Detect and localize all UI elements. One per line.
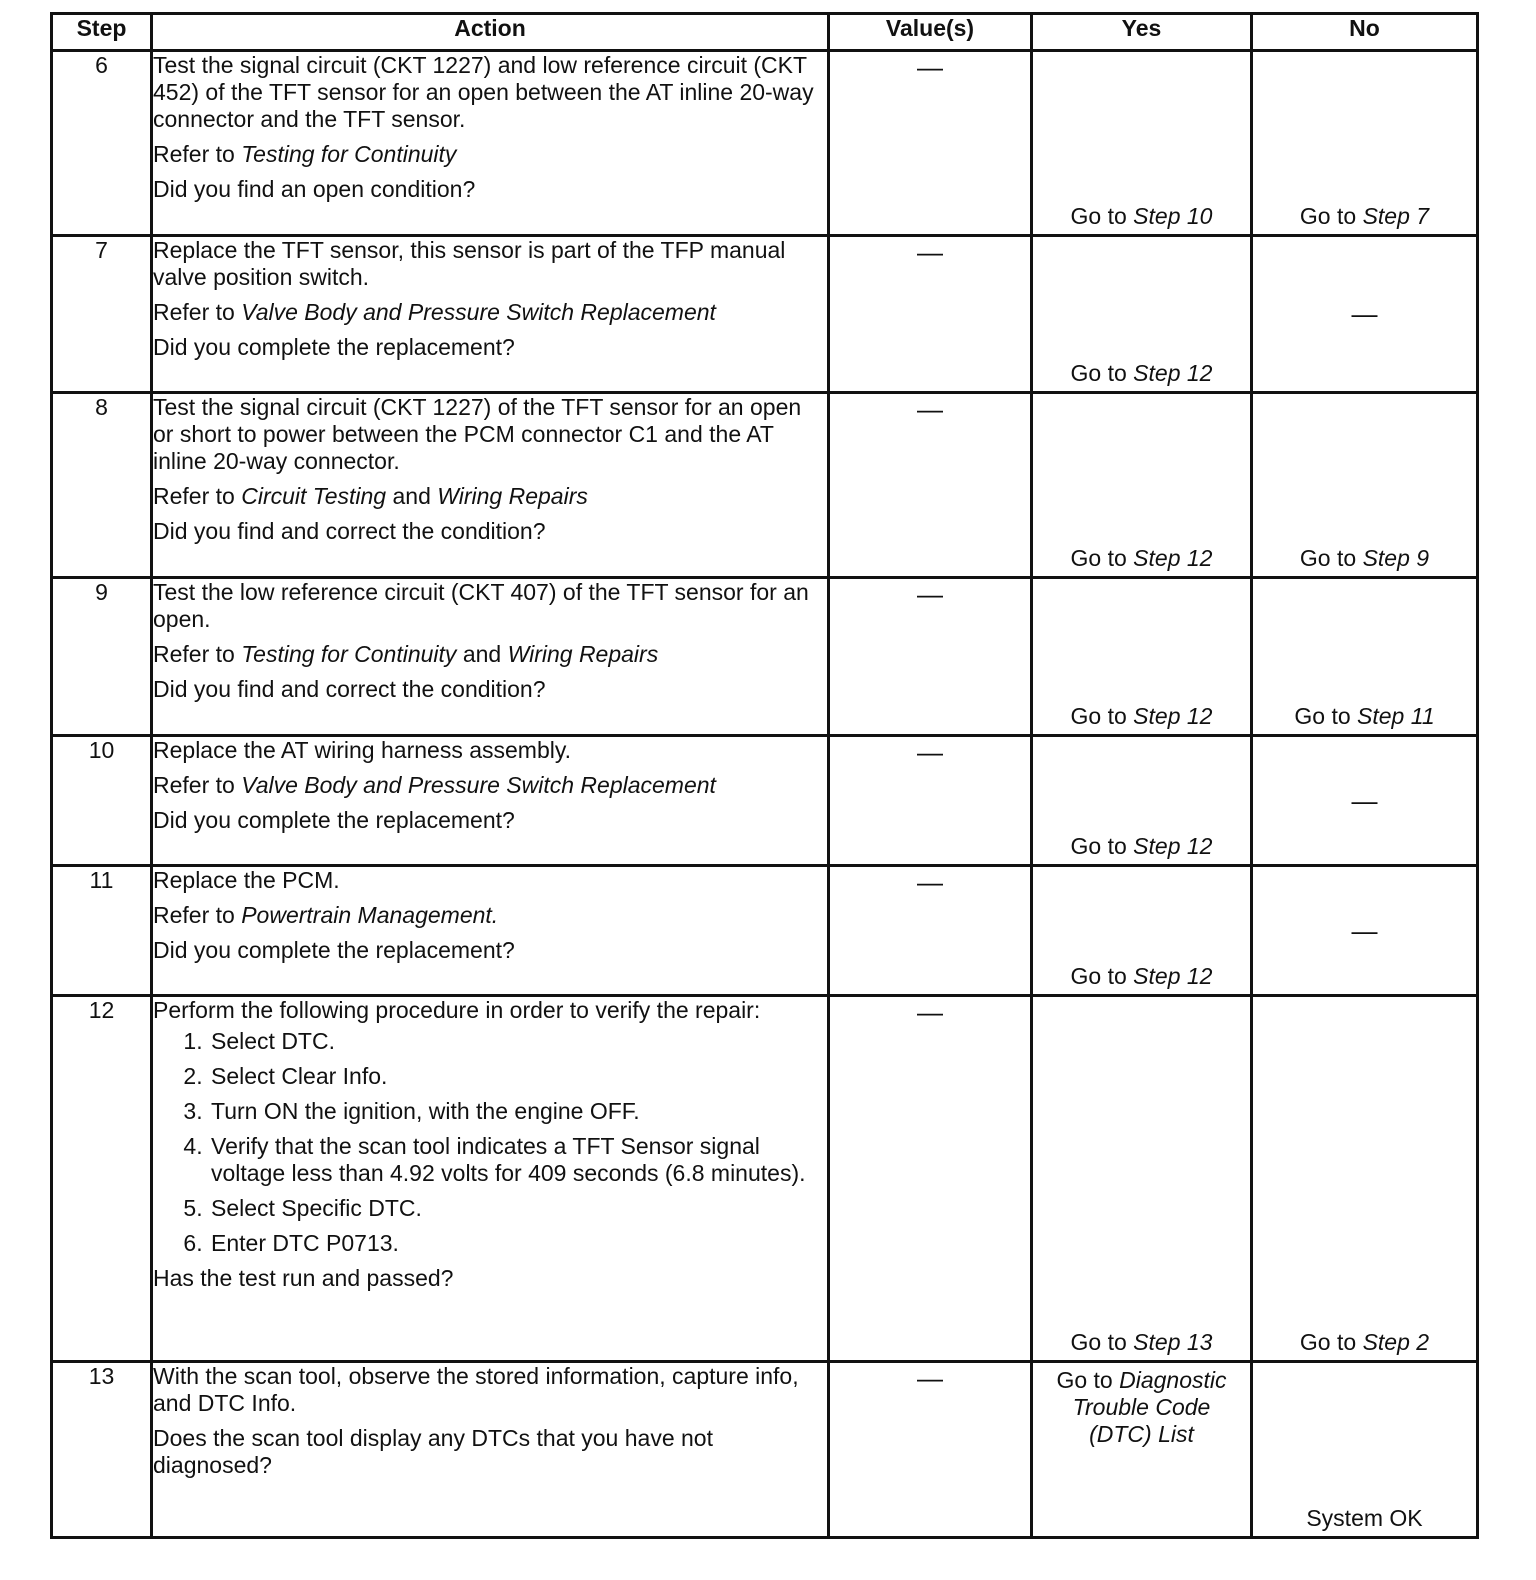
header-step: Step	[52, 14, 152, 51]
action-text: With the scan tool, observe the stored information, capture info, and DTC Info.	[153, 1363, 799, 1416]
action-question: Has the test run and passed?	[153, 1265, 454, 1291]
yes-cell	[1032, 1362, 1252, 1538]
action-text: Replace the AT wiring harness assembly.	[153, 737, 572, 763]
no-cell	[1252, 51, 1478, 236]
step-number: 13	[52, 1362, 152, 1538]
list-item: 5. Select Specific DTC.	[209, 1195, 827, 1222]
table-row	[52, 51, 1478, 236]
yes-cell	[1032, 578, 1252, 736]
action-text: Replace the TFT sensor, this sensor is part of the TFP manual valve position switch.	[153, 237, 786, 290]
action-question: Did you complete the replacement?	[153, 807, 515, 833]
value-cell: —	[829, 866, 1032, 996]
action-cell	[152, 1362, 829, 1538]
refer-line: Refer to Testing for Continuity	[153, 141, 457, 167]
list-item: 2. Select Clear Info.	[209, 1063, 827, 1090]
yes-cell	[1032, 736, 1252, 866]
table-row	[52, 736, 1478, 866]
action-text: Test the low reference circuit (CKT 407) of the TFT sensor for an open.	[153, 579, 809, 632]
no-cell	[1252, 866, 1478, 996]
action-question: Does the scan tool display any DTCs that you have not diagnosed?	[153, 1425, 713, 1478]
no-result[interactable]: Go to Step 9	[1299, 545, 1430, 571]
procedure-list	[153, 1028, 827, 1257]
header-values: Value(s)	[829, 14, 1032, 51]
action-text: Replace the PCM.	[153, 867, 340, 893]
step-number: 6	[52, 51, 152, 236]
refer-line: Refer to Valve Body and Pressure Switch Replacement	[153, 299, 716, 325]
reference-link[interactable]: Testing for Continuity	[241, 141, 457, 167]
action-text: Test the signal circuit (CKT 1227) and low reference circuit (CKT 452) of the TFT sensor for an open between the AT inline 20-way connector and the TFT sensor.	[153, 52, 814, 132]
no-cell	[1252, 393, 1478, 578]
yes-cell	[1032, 393, 1252, 578]
table-row	[52, 393, 1478, 578]
step-number: 8	[52, 393, 152, 578]
no-cell	[1252, 236, 1478, 393]
yes-result[interactable]: Go to Step 10	[1070, 203, 1213, 229]
step-number: 11	[52, 866, 152, 996]
action-question: Did you complete the replacement?	[153, 937, 515, 963]
value-cell: —	[829, 51, 1032, 236]
value-cell: —	[829, 236, 1032, 393]
value-cell: —	[829, 393, 1032, 578]
yes-result[interactable]: Go to Step 12	[1070, 833, 1213, 859]
yes-cell	[1032, 236, 1252, 393]
action-question: Did you complete the replacement?	[153, 334, 515, 360]
action-question: Did you find an open condition?	[153, 176, 476, 202]
list-item: 3. Turn ON the ignition, with the engine OFF.	[209, 1098, 827, 1125]
action-cell	[152, 736, 829, 866]
step-number: 7	[52, 236, 152, 393]
step-number: 9	[52, 578, 152, 736]
no-result[interactable]: Go to Step 2	[1299, 1329, 1430, 1355]
reference-link[interactable]: Circuit Testing	[241, 483, 387, 509]
no-result: —	[1351, 298, 1378, 329]
no-result: —	[1351, 915, 1378, 945]
table-row	[52, 1362, 1478, 1538]
table-row	[52, 996, 1478, 1362]
yes-result[interactable]: Go to Step 12	[1070, 963, 1213, 989]
action-text: Test the signal circuit (CKT 1227) of the TFT sensor for an open or short to power between the PCM connector C1 and the AT inline 20-way connector.	[153, 394, 802, 474]
value-cell: —	[829, 996, 1032, 1362]
reference-link[interactable]: Powertrain Management.	[241, 902, 499, 928]
action-cell	[152, 51, 829, 236]
no-cell	[1252, 1362, 1478, 1538]
action-question: Did you find and correct the condition?	[153, 518, 546, 544]
no-result: —	[1351, 785, 1378, 815]
value-cell: —	[829, 578, 1032, 736]
yes-result[interactable]: Go to Diagnostic Trouble Code (DTC) List	[1056, 1367, 1227, 1447]
refer-line: Refer to Testing for Continuity and Wiring Repairs	[153, 641, 659, 667]
action-cell	[152, 996, 829, 1362]
list-item: 1. Select DTC.	[209, 1028, 827, 1055]
no-cell	[1252, 578, 1478, 736]
header-yes: Yes	[1032, 14, 1252, 51]
reference-link[interactable]: Valve Body and Pressure Switch Replacement	[241, 772, 716, 798]
header-action: Action	[152, 14, 829, 51]
value-cell: —	[829, 736, 1032, 866]
header-no: No	[1252, 14, 1478, 51]
reference-link[interactable]: Wiring Repairs	[507, 641, 659, 667]
yes-result[interactable]: Go to Step 12	[1070, 703, 1213, 729]
no-result[interactable]: Go to Step 11	[1294, 703, 1435, 729]
reference-link[interactable]: Testing for Continuity	[241, 641, 457, 667]
yes-cell	[1032, 996, 1252, 1362]
table-row	[52, 866, 1478, 996]
action-question: Did you find and correct the condition?	[153, 676, 546, 702]
action-cell	[152, 393, 829, 578]
action-cell	[152, 578, 829, 736]
list-item: 6. Enter DTC P0713.	[209, 1230, 827, 1257]
no-cell	[1252, 996, 1478, 1362]
yes-cell	[1032, 51, 1252, 236]
refer-line: Refer to Powertrain Management.	[153, 902, 499, 928]
table-row	[52, 236, 1478, 393]
action-cell	[152, 236, 829, 393]
step-number: 10	[52, 736, 152, 866]
step-number: 12	[52, 996, 152, 1362]
reference-link[interactable]: Wiring Repairs	[437, 483, 588, 509]
yes-result[interactable]: Go to Step 12	[1070, 360, 1213, 386]
yes-result[interactable]: Go to Step 13	[1070, 1329, 1213, 1355]
value-cell: —	[829, 1362, 1032, 1538]
action-cell	[152, 866, 829, 996]
no-result: System OK	[1306, 1505, 1423, 1531]
reference-link[interactable]: Valve Body and Pressure Switch Replacement	[241, 299, 716, 325]
diagnostic-table	[50, 12, 1479, 1539]
no-result[interactable]: Go to Step 7	[1299, 203, 1430, 229]
header-row	[52, 14, 1478, 51]
action-text: Perform the following procedure in order to verify the repair:	[153, 997, 761, 1023]
refer-line: Refer to Valve Body and Pressure Switch Replacement	[153, 772, 716, 798]
yes-result[interactable]: Go to Step 12	[1070, 545, 1213, 571]
table-row	[52, 578, 1478, 736]
refer-line: Refer to Circuit Testing and Wiring Repairs	[153, 483, 588, 509]
yes-cell	[1032, 866, 1252, 996]
list-item: 4. Verify that the scan tool indicates a TFT Sensor signal voltage less than 4.92 volts for 409 seconds (6.8 minutes).	[209, 1133, 827, 1187]
no-cell	[1252, 736, 1478, 866]
